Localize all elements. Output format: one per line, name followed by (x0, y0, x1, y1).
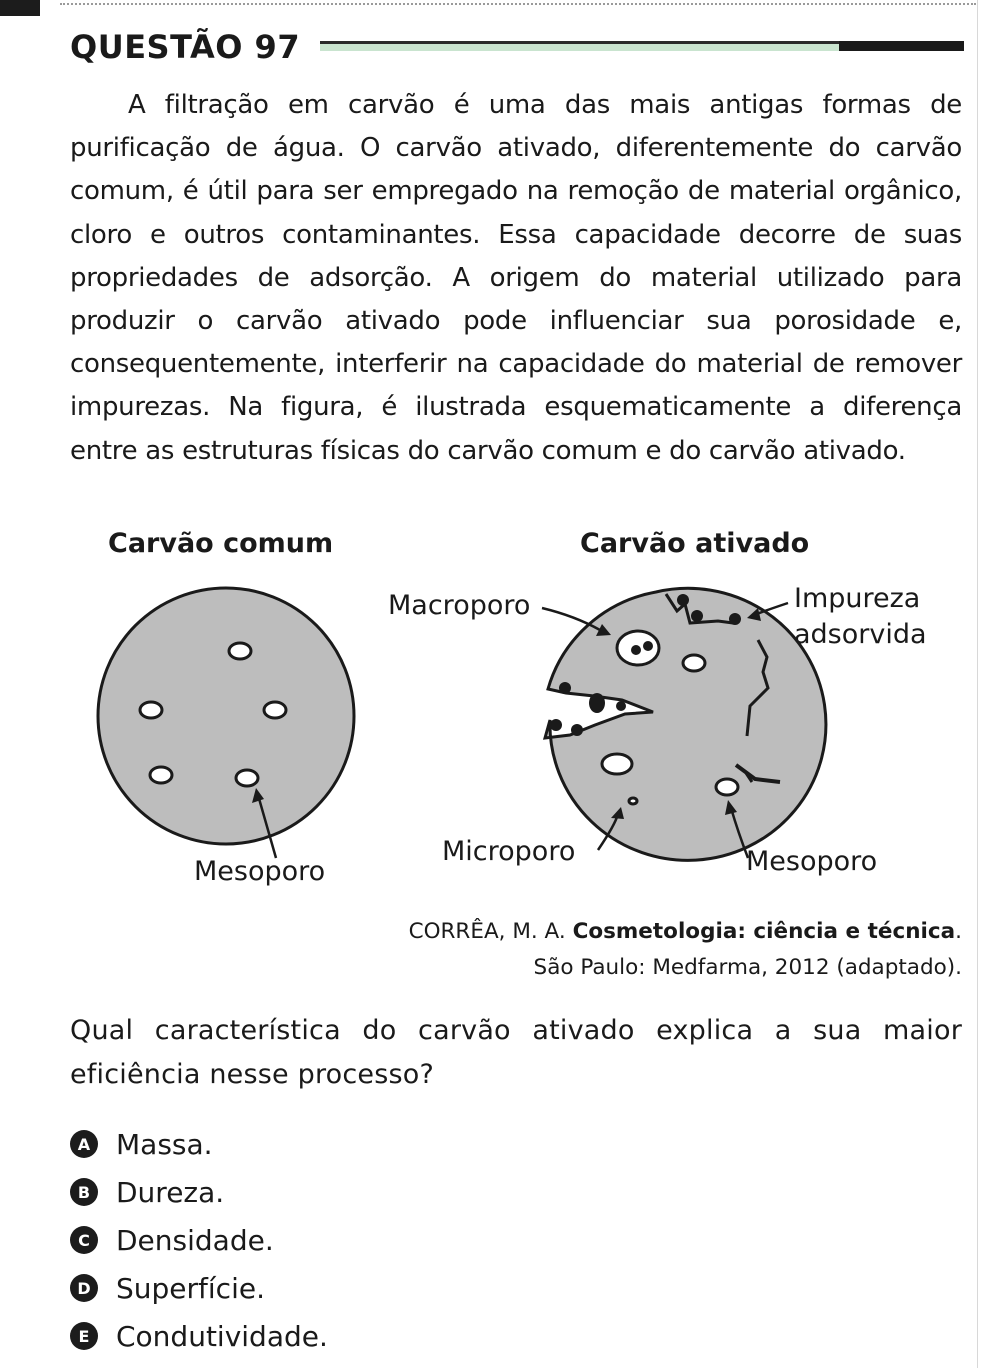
figure-citation (409, 914, 962, 986)
option-c[interactable] (70, 1216, 328, 1264)
impurity (559, 682, 571, 694)
pore (602, 754, 632, 774)
option-d-badge: D (70, 1274, 98, 1302)
microporo-label: Microporo (442, 836, 576, 867)
impurity (571, 724, 583, 736)
option-a-text: Massa. (116, 1127, 213, 1161)
header-rule-thick (839, 41, 964, 51)
option-b[interactable] (70, 1168, 328, 1216)
pore (236, 770, 258, 786)
impurity (691, 610, 703, 622)
top-dotted-rule (60, 3, 976, 5)
pore (140, 702, 162, 718)
impureza-label: Impureza (794, 583, 921, 614)
adsorvida-label: adsorvida (794, 619, 927, 650)
citation-punct: . (955, 919, 962, 944)
macroporo-arrow (542, 608, 600, 630)
pore (716, 779, 738, 795)
pore (229, 643, 251, 659)
option-a[interactable] (70, 1120, 328, 1168)
charcoal-figure (70, 520, 964, 900)
impurity (729, 613, 741, 625)
macroporo-label: Macroporo (388, 590, 531, 621)
question-statement: A filtração em carvão é uma das mais antigas formas de purificação de água. O carvão ativado, diferentemente do carvão comum, é útil para ser empregado na remoção de material orgânico, cloro e outros contaminantes. Essa capacidade decorre de suas propriedades de adsorção. A origem do material utilizado para produzir o carvão ativado pode influenciar sua porosidade e, consequentemente, interferir na capacidade do material de remover impurezas. Na figura, é ilustrada esquematicamente a diferença entre as estruturas físicas do carvão comum e do carvão ativado. (70, 90, 962, 466)
question-title: QUESTÃO 97 (70, 28, 301, 66)
option-b-text: Dureza. (116, 1175, 225, 1209)
answer-options (70, 1120, 328, 1360)
impurity (616, 701, 626, 711)
option-e[interactable] (70, 1312, 328, 1360)
option-d-text: Superfície. (116, 1271, 265, 1305)
impurity (631, 645, 641, 655)
activated-charcoal-title: Carvão ativado (580, 528, 810, 559)
option-c-text: Densidade. (116, 1223, 274, 1257)
option-a-badge: A (70, 1130, 98, 1158)
activated-charcoal-particle (545, 588, 826, 860)
option-b-badge: B (70, 1178, 98, 1206)
option-d[interactable] (70, 1264, 328, 1312)
impurity (677, 594, 689, 606)
citation-publisher: São Paulo: Medfarma, 2012 (adaptado). (533, 955, 962, 980)
impurity (589, 693, 605, 713)
micropore (629, 798, 637, 804)
header-rule (320, 41, 964, 51)
mesoporo-right-label: Mesoporo (746, 846, 878, 877)
mesoporo-left-label: Mesoporo (194, 856, 326, 887)
pore (264, 702, 286, 718)
option-c-badge: C (70, 1226, 98, 1254)
impurity (550, 719, 562, 731)
citation-author: CORRÊA, M. A. (408, 919, 573, 944)
pore (683, 655, 705, 671)
impurity (643, 641, 653, 651)
pore (150, 767, 172, 783)
option-e-badge: E (70, 1322, 98, 1350)
page-edge (977, 0, 978, 1368)
option-e-text: Condutividade. (116, 1319, 328, 1353)
question-prompt: Qual característica do carvão ativado explica a sua maior eficiência nesse processo? (70, 1015, 962, 1090)
citation-line-1 (409, 914, 962, 950)
corner-mark (0, 0, 40, 16)
citation-work: Cosmetologia: ciência e técnica (572, 919, 956, 944)
common-charcoal-title: Carvão comum (108, 528, 334, 559)
header-rule-tint (320, 44, 839, 51)
common-charcoal-particle (98, 588, 354, 844)
question-header (70, 28, 964, 68)
